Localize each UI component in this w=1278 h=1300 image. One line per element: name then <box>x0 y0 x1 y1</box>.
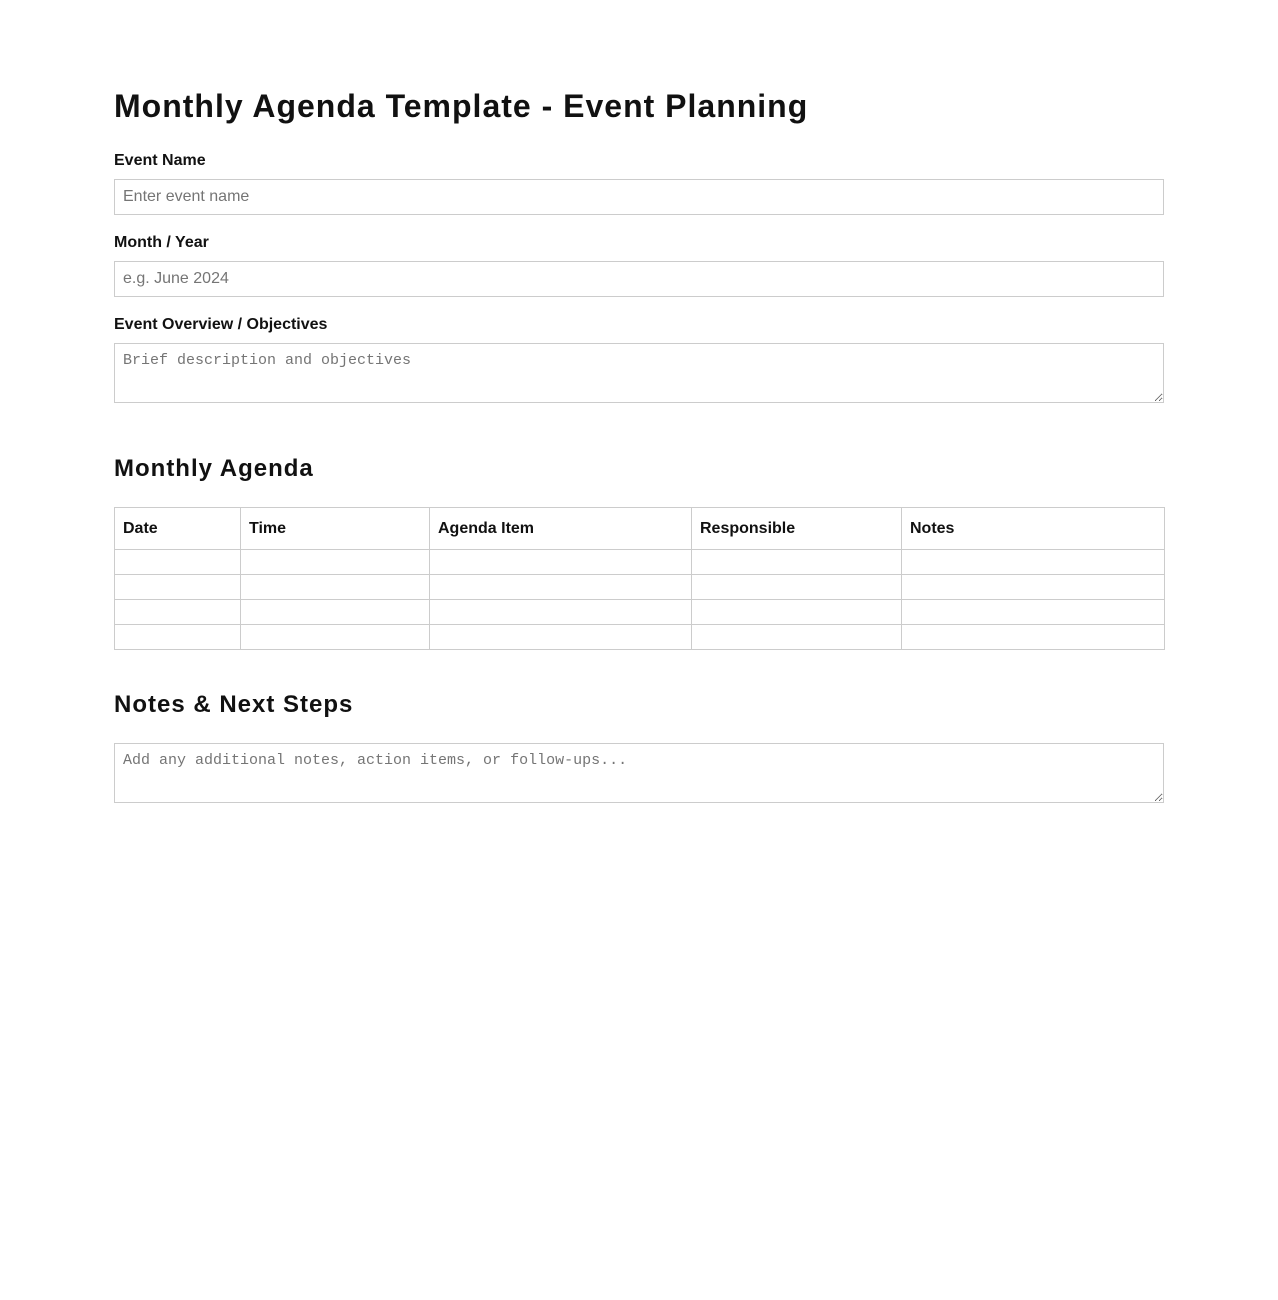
table-cell-notes[interactable] <box>902 550 1165 575</box>
table-cell-time[interactable] <box>241 625 430 650</box>
table-row <box>115 600 1165 625</box>
table-cell-agenda-item[interactable] <box>430 550 692 575</box>
agenda-header-row <box>115 508 1165 550</box>
column-header-agenda-item: Agenda Item <box>430 508 692 550</box>
table-cell-agenda-item[interactable] <box>430 575 692 600</box>
table-cell-responsible[interactable] <box>692 625 902 650</box>
table-cell-date[interactable] <box>115 575 241 600</box>
table-cell-date[interactable] <box>115 550 241 575</box>
overview-textarea[interactable] <box>114 343 1164 403</box>
table-cell-responsible[interactable] <box>692 600 902 625</box>
table-cell-notes[interactable] <box>902 600 1165 625</box>
table-cell-responsible[interactable] <box>692 575 902 600</box>
table-row <box>115 625 1165 650</box>
table-row <box>115 575 1165 600</box>
table-cell-notes[interactable] <box>902 625 1165 650</box>
table-cell-date[interactable] <box>115 600 241 625</box>
column-header-time: Time <box>241 508 430 550</box>
overview-label: Event Overview / Objectives <box>114 316 328 333</box>
table-cell-agenda-item[interactable] <box>430 600 692 625</box>
table-cell-agenda-item[interactable] <box>430 625 692 650</box>
event-name-label: Event Name <box>114 152 206 169</box>
table-cell-time[interactable] <box>241 575 430 600</box>
notes-textarea[interactable] <box>114 743 1164 803</box>
monthly-agenda-heading: Monthly Agenda <box>114 455 314 482</box>
notes-next-steps-heading: Notes & Next Steps <box>114 691 354 718</box>
month-year-input[interactable] <box>114 261 1164 297</box>
table-cell-time[interactable] <box>241 600 430 625</box>
table-cell-time[interactable] <box>241 550 430 575</box>
column-header-notes: Notes <box>902 508 1165 550</box>
column-header-responsible: Responsible <box>692 508 902 550</box>
table-row <box>115 550 1165 575</box>
agenda-table <box>114 507 1165 650</box>
table-cell-notes[interactable] <box>902 575 1165 600</box>
month-year-label: Month / Year <box>114 234 209 251</box>
page-title: Monthly Agenda Template - Event Planning <box>114 88 809 124</box>
event-name-input[interactable] <box>114 179 1164 215</box>
table-cell-responsible[interactable] <box>692 550 902 575</box>
table-cell-date[interactable] <box>115 625 241 650</box>
column-header-date: Date <box>115 508 241 550</box>
